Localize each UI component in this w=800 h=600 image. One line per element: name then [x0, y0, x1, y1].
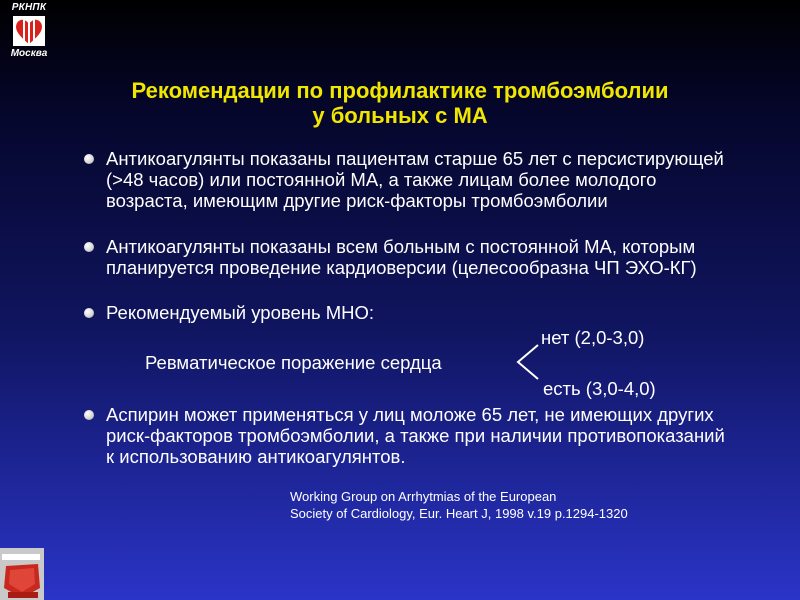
- bullet-item: [82, 404, 732, 467]
- inr-option-yes: есть (3,0-4,0): [543, 378, 656, 399]
- reference-line-1: Working Group on Arrhytmias of the European: [290, 489, 557, 504]
- bullet-dot-icon: [84, 154, 94, 164]
- organization-logo: [6, 2, 52, 66]
- bullet-item: [82, 148, 732, 211]
- reference-line-2: Society of Cardiology, Eur. Heart J, 1998 v.19 p.1294-1320: [290, 506, 628, 521]
- bullet-item: [82, 302, 374, 323]
- bullet-dot-icon: [84, 308, 94, 318]
- logo-city: Москва: [10, 48, 48, 59]
- reference-citation: [290, 488, 628, 522]
- bullet-dot-icon: [84, 410, 94, 420]
- bullet-item: [82, 236, 732, 278]
- society-emblem-icon: [0, 548, 48, 600]
- bullet-text: Антикоагулянты показаны пациентам старше 65 лет с персистирующей (>48 часов) или постоянной МА, а также лицам более молодого возраста, имеющим другие риск-факторы тромбоэмболии: [106, 148, 724, 211]
- title-line-1: Рекомендации по профилактике тромбоэмболии: [131, 78, 669, 103]
- logo-abbreviation: РКНПК: [11, 2, 47, 13]
- inr-option-no: нет (2,0-3,0): [541, 327, 645, 348]
- page-title: [40, 78, 760, 128]
- bullet-dot-icon: [84, 242, 94, 252]
- title-line-2: у больных с МА: [312, 103, 488, 128]
- heart-logo-icon: [12, 15, 46, 47]
- branch-bracket-icon: [512, 342, 542, 382]
- inr-condition: Ревматическое поражение сердца: [145, 352, 442, 373]
- bullet-text: Рекомендуемый уровень МНО:: [106, 302, 375, 323]
- bullet-text: Аспирин может применяться у лиц моложе 65 лет, не имеющих других риск-факторов тромбоэмболии, а также при наличии противопоказаний к использованию антикоагулянтов.: [106, 404, 725, 467]
- bullet-text: Антикоагулянты показаны всем больным с постоянной МА, которым планируется проведение кардиоверсии (целесообразна ЧП ЭХО-КГ): [106, 236, 697, 278]
